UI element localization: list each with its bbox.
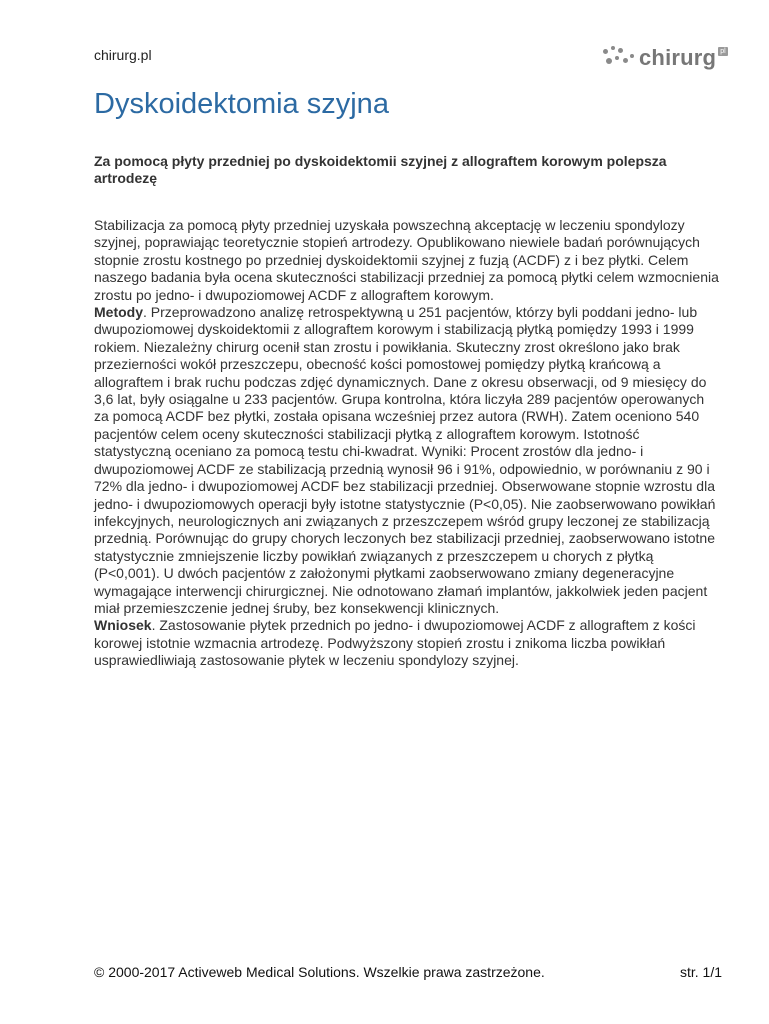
- methods-label: Metody: [94, 304, 143, 321]
- logo-text: chirurg: [639, 45, 717, 70]
- page-title: Dyskoidektomia szyjna: [94, 88, 389, 120]
- logo-badge: pl: [720, 47, 726, 55]
- article-body: [94, 217, 720, 670]
- chirurg-logo[interactable]: [603, 44, 728, 72]
- footer-page-number: str. 1/1: [679, 964, 722, 980]
- footer-copyright: © 2000-2017 Activeweb Medical Solutions. Wszelkie prawa zastrzeżone.: [94, 964, 545, 980]
- conclusion-label: Wniosek: [94, 617, 152, 634]
- intro-paragraph: Stabilizacja za pomocą płyty przedniej uzyskała powszechną akceptację w leczeniu spondylozy szyjnej, poprawiając teoretycznie stopień artrodezy. Opublikowano niewiele badań porównujących stopnie zrostu kostnego po przedniej dyskoidektomii szyjnej z fuzją (ACDF) z i bez płytki. Celem naszego badania była ocena skuteczności stabilizacji przedniej za pomocą płytki celem wzmocnienia zrostu po jedno- i dwupoziomowej ACDF z allograftem korowym.: [94, 217, 719, 303]
- site-name: chirurg.pl: [94, 47, 152, 63]
- article-subtitle: Za pomocą płyty przedniej po dyskoidektomii szyjnej z allograftem korowym polepsza artrodezę: [94, 153, 667, 186]
- conclusion-text: . Zastosowanie płytek przednich po jedno- i dwupoziomowej ACDF z allograftem z kości korowej istotnie wzmacnia artrodezę. Podwyższony stopień zrostu i znikoma liczba powikłań usprawiedliwiają zastosowanie płytek w leczeniu spondylozy szyjnej.: [94, 617, 696, 669]
- methods-text: . Przeprowadzono analizę retrospektywną u 251 pacjentów, którzy byli poddani jedno- lub dwupoziomowej dyskoidektomii z allograftem korowym i stabilizacją płytką pomiędzy 1993 i 1999 rokiem. Niezależny chirurg ocenił stan zrostu i powikłania. Skuteczny zrost określono jako brak przezierności wokół przeszczepu, obecność kości pomostowej pomiędzy płytką krańcową a allograftem i brak ruchu podczas zdjęć dynamicznych. Dane z okresu obserwacji, od 9 miesięcy do 3,6 lat, były osiągalne u 233 pacjentów. Grupa kontrolna, która liczyła 289 pacjentów operowanych za pomocą ACDF bez płytki, została opisana wcześniej przez autora (RWH). Zatem oceniono 540 pacjentów celem oceny skuteczności stabilizacji płytką z allograftem korowym. Istotność statystyczną oceniano za pomocą testu chi-kwadrat. Wyniki: Procent zrostów dla jedno- i dwupoziomowej ACDF ze stabilizacją przednią wynosił 96 i 91%, odpowiednio, w porównaniu z 90 i 72% dla jedno- i dwupoziomowej ACDF bez stabilizacji przedniej. Obserwowane stopnie wzrostu dla jedno- i dwupoziomowych operacji były istotne statystycznie (P<0,05). Nie zaobserwowano powikłań infekcyjnych, neurologicznych ani związanych z przeszczepem wśród grupy leczonej ze stabilizacją przednią. Porównując do grupy chorych leczonych bez stabilizacji przedniej, zaobserwowano istotne statystycznie zmniejszenie liczby powikłań związanych z przeszczepem u chorych z płytką (P<0,001). U dwóch pacjentów z założonymi płytkami zaobserwowano zmiany degeneracyjne wymagające interwencji chirurgicznej. Nie odnotowano złamań implantów, jakkolwiek jeden pacjent miał przemieszczenie jednej śruby, bez konsekwencji klinicznych.: [94, 304, 716, 616]
- logo-dots-icon: [603, 46, 637, 70]
